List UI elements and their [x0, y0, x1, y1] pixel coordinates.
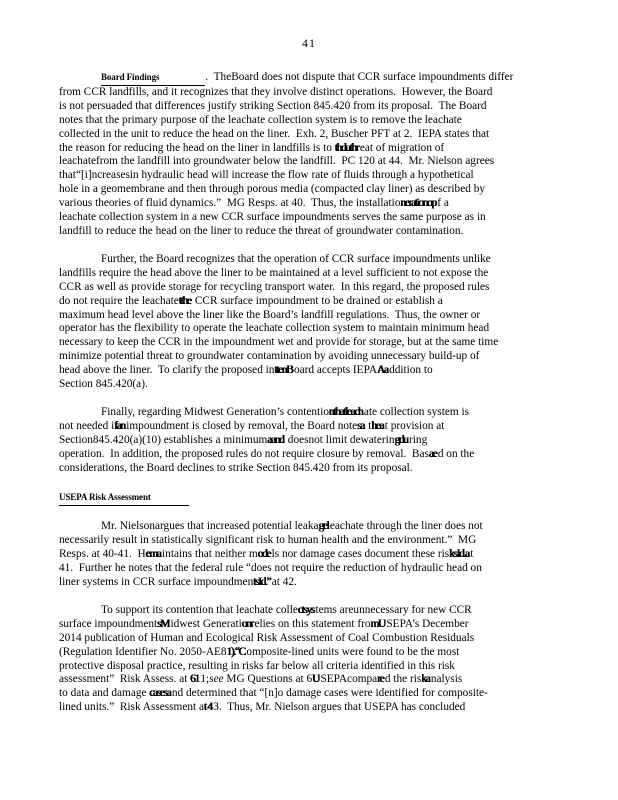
- paragraph-line: operation. In addition, the proposed rules do not require closure by removal. Basae d on the: [59, 447, 475, 460]
- paragraph: [59, 520, 561, 590]
- paragraph-line: To support its contention that leachate collectsys tems areunnecessary for new CCR: [101, 603, 472, 616]
- section-heading: USEPA Risk Assessment: [59, 491, 189, 506]
- paragraph-line: landfill to reduce the head on the liner to reduce the threat of groundwater contamination.: [59, 224, 464, 237]
- overprint-text: ode: [257, 548, 271, 561]
- paragraph-line: Resps. at 40-41. Hema intains that neither mode ls nor damage cases document these risksId.a t: [59, 548, 474, 561]
- paragraph-line: leachate collection system in a new CCR surface impoundments serves the same purpose as in: [59, 211, 486, 224]
- document-body: [59, 71, 561, 729]
- overprint-text: thduthr: [334, 141, 359, 154]
- paragraph-line: necessarily result in statistically significant risk to human health and the environment.” MG: [59, 534, 477, 547]
- paragraph-line: lined units.” Risk Assessment at 4 3. Thus, Mr. Nielson argues that USEPA has concluded: [59, 701, 466, 714]
- overprint-text: aand: [267, 433, 284, 446]
- paragraph-line: minimize potential threat to groundwater contamination by avoiding unnecessary build-up of: [59, 350, 480, 363]
- inline-heading: Board Findings: [101, 71, 205, 86]
- paragraph-line: surface impoundmentsM idwest Generationr elies on this statement fromU SEPA’s December: [59, 617, 469, 630]
- paragraph-line: considerations, the Board declines to strike Section 845.420 from its proposal.: [59, 461, 413, 474]
- paragraph-line: Mr. Nielsonargues that increased potential leakagel eachate through the liner does not: [101, 520, 483, 533]
- paragraph-line: protective disposal practice, resulting in risks far below all criteria identified in this risk: [59, 659, 455, 672]
- overprint-text: nerationop: [400, 197, 436, 210]
- paragraph-line: Section 845.420(a).: [59, 378, 148, 391]
- paragraph-line: that“[i]ncreasesin hydraulic head will increase the flow rate of fluids through a hypothetical: [59, 169, 474, 182]
- paragraph-line: necessary to keep the CCR in the impoundment wet and provide for storage, but at the same time: [59, 336, 499, 349]
- paragraph-line: landfills require the head above the liner to be maintained at a level sufficient to not expose the: [59, 266, 489, 279]
- paragraph-line: (Regulation Identifier No. 2050-AE81).“C omposite-lined units were found to be the most: [59, 645, 460, 658]
- paragraph-line: collected in the unit to reduce the head on the liner. Exh. 2, Buscher PFT at 2. IEPA states that: [59, 127, 490, 140]
- overprint-text: nthatleach: [328, 405, 363, 418]
- overprint-text: re: [377, 673, 384, 686]
- overprint-text: mU: [370, 617, 385, 630]
- overprint-text: ema: [145, 548, 161, 561]
- overprint-text: tsId.”: [253, 576, 271, 588]
- overprint-text: fan: [114, 419, 125, 432]
- paragraph-line: to data and damage casesa nd determined that “[n]o damage cases were identified for composite-: [59, 687, 488, 700]
- paragraph-line: hole in a geomembrane and then through porous media (compacted clay liner) as described by: [59, 183, 485, 196]
- paragraph-line: assessment” Risk Assess. at 61 1;see MG Questions at 6U SEPAcompare d the riska nalysis: [59, 673, 463, 686]
- overprint-text: sM: [157, 617, 170, 630]
- paragraph: [59, 71, 561, 239]
- overprint-text: tthe: [178, 294, 191, 307]
- italic-citation-text: see: [209, 673, 224, 686]
- overprint-text: ksId.a: [449, 548, 469, 561]
- paragraph-line: head above the liner. To clarify the proposed inttenB oard accepts IEPAAa ddition to: [59, 364, 433, 377]
- overprint-text: 61: [190, 673, 199, 686]
- paragraph-line: liner systems in CCR surface impoundmentsId.” at 42.: [59, 576, 297, 588]
- paragraph-line: CCR as well as provide storage for recycling transport water. In this regard, the proposed rules: [59, 280, 490, 293]
- paragraph: [59, 406, 561, 476]
- overprint-text: U: [312, 673, 319, 686]
- overprint-text: ctsys: [297, 603, 314, 616]
- paragraph-line: operator has the flexibility to operate the leachate collection system to maintain minimum head: [59, 322, 490, 335]
- overprint-text: 1).“C: [226, 645, 245, 658]
- overprint-text: gel: [318, 520, 329, 533]
- paragraph-line: from CCR landfills, and it recognizes that they involve distinct operations. However, the Board: [59, 85, 493, 98]
- paragraph-line: is not persuaded that differences justify striking Section 845.420 from its proposal. The Board: [59, 99, 487, 112]
- paragraph-line: various theories of fluid dynamics.” MG Resps. at 40. Thus, the installationerationop f a: [59, 197, 449, 210]
- paragraph-line: leachatefrom the landfill into groundwater below the landfill. PC 120 at 44. Mr. Nielson agrees: [59, 155, 495, 168]
- paragraph-line: do not require the leachatetthe CCR surface impoundment to be drained or establish a: [59, 294, 443, 307]
- page-number: 41: [302, 36, 316, 50]
- overprint-text: hea: [371, 419, 384, 432]
- paragraph-line: not needed ifan impoundment is closed by removal, the Board notesa thea t provision at: [59, 419, 445, 432]
- paragraph-line: Section845.420(a)(10) establishes a minimumaand doesnot limit dewateringdu ring: [59, 433, 428, 446]
- paragraph-line: maximum head level above the liner like the Board’s landfill regulations. Thus, the owner or: [59, 308, 481, 321]
- paragraph-line: the reason for reducing the head on the liner in landfills is to thduthr eat of migration of: [59, 141, 445, 154]
- overprint-text: casesa: [149, 687, 171, 700]
- section-heading-row: [59, 489, 561, 506]
- overprint-text: ttenB: [274, 364, 293, 377]
- paragraph-line: 2014 publication of Human and Ecological Risk Assessment of Coal Combustion Residuals: [59, 631, 475, 644]
- overprint-text: sa: [357, 419, 364, 432]
- paragraph-line: Further, the Board recognizes that the operation of CCR surface impoundments unlike: [101, 252, 491, 265]
- paragraph-line: Board Findings . TheBoard does not dispute that CCR surface impoundments differ: [59, 71, 561, 86]
- paragraph-line: Finally, regarding Midwest Generation’s contentionthatleach ate collection system is: [101, 405, 470, 418]
- paragraph-line: 41. Further he notes that the federal rule “does not require the reduction of hydraulic head on: [59, 562, 482, 575]
- paragraph: [59, 604, 561, 715]
- overprint-text: Aa: [376, 364, 388, 377]
- paragraph: [59, 253, 561, 392]
- overprint-text: ka: [421, 673, 430, 686]
- overprint-text: ae: [428, 447, 437, 460]
- paragraph-line: notes that the primary purpose of the leachate collection system is to remove the leachate: [59, 113, 462, 126]
- overprint-text: onr: [241, 617, 253, 630]
- overprint-text: t 4: [203, 701, 212, 714]
- overprint-text: gdu: [394, 433, 408, 446]
